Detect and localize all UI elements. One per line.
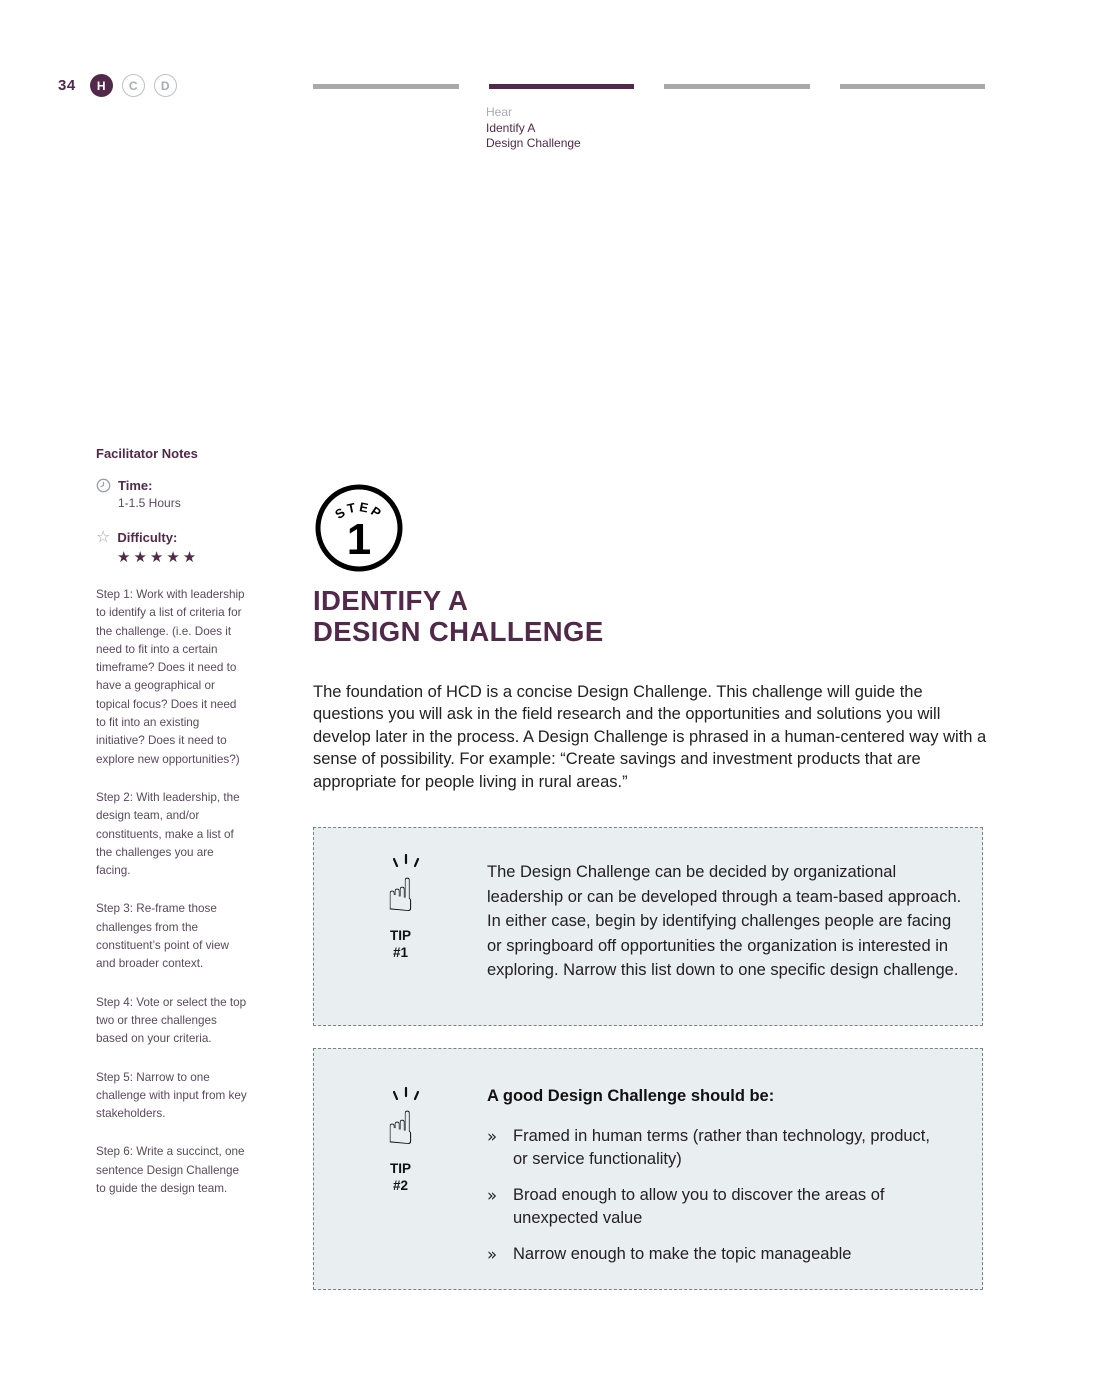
facilitator-step-6: Step 6: Write a succinct, one sentence Design Challenge to guide the design team. xyxy=(96,1145,245,1196)
progress-phase-name: Hear xyxy=(486,105,513,119)
tip-2-content xyxy=(487,1085,972,1289)
tip-2-label-number: #2 xyxy=(392,1178,408,1193)
page-number: 34 xyxy=(58,77,76,94)
phase-circle-deliver: D xyxy=(154,74,177,97)
pointing-hand-icon xyxy=(371,856,431,922)
tip-2-bullet-3 xyxy=(487,1243,972,1266)
page-title-line1: IDENTIFY A xyxy=(313,585,469,616)
progress-step-label xyxy=(486,105,581,152)
step-badge-circle xyxy=(313,482,405,574)
time-label: Time: xyxy=(118,478,153,493)
time-value: 1-1.5 Hours xyxy=(118,496,181,510)
page-title xyxy=(313,585,604,647)
difficulty-stars: ★★★★★ xyxy=(117,548,200,566)
tip-1-box xyxy=(313,827,983,1026)
tip-2-box xyxy=(313,1048,983,1290)
progress-step-line1: Identify A xyxy=(486,120,536,135)
page-header xyxy=(58,74,177,97)
bullet-text: Broad enough to allow you to discover the areas of unexpected value xyxy=(513,1186,885,1227)
facilitator-step-4: Step 4: Vote or select the top two or three challenges based on your criteria. xyxy=(96,995,247,1046)
tip-2-icon-column xyxy=(314,1085,487,1289)
tip-1-text: The Design Challenge can be decided by organizational leadership or can be developed through a team-based approach. In either case, begin by identifying challenges people are facing or springboard off opportunities the organization is interested in exploring. Narrow this list down to one specific design challenge. xyxy=(487,863,962,979)
difficulty-label: Difficulty: xyxy=(117,529,178,545)
hand-glyph: ☝ xyxy=(386,1101,415,1155)
time-row xyxy=(96,478,248,493)
tip-2-bullet-1 xyxy=(487,1125,972,1171)
pointing-hand-icon xyxy=(371,1089,431,1155)
star-outline-icon: ☆ xyxy=(96,527,111,546)
tip-1-label xyxy=(390,927,411,961)
progress-bar-4 xyxy=(840,84,986,89)
page-title-line2: DESIGN CHALLENGE xyxy=(313,616,604,647)
facilitator-step-5: Step 5: Narrow to one challenge with input from key stakeholders. xyxy=(96,1070,247,1121)
tip-2-bullet-2 xyxy=(487,1184,972,1230)
bullet-text: Narrow enough to make the topic manageable xyxy=(513,1245,852,1263)
tip-1-label-word: TIP xyxy=(389,928,411,943)
clock-icon xyxy=(96,478,111,493)
difficulty-row xyxy=(96,529,248,545)
bullet-marker: » xyxy=(487,1186,498,1205)
tip-2-heading: A good Design Challenge should be: xyxy=(487,1087,775,1105)
phase-circle-create: C xyxy=(122,74,145,97)
facilitator-step-2: Step 2: With leadership, the design team, and/or constituents, make a list of the challenges you are facing. xyxy=(96,790,240,878)
spark-lines-icon xyxy=(393,1087,419,1100)
bullet-marker: » xyxy=(487,1245,498,1264)
spark-lines-icon xyxy=(393,854,419,867)
progress-bars xyxy=(313,84,985,89)
progress-bar-2-active xyxy=(489,84,635,89)
hand-glyph: ☝ xyxy=(386,868,415,922)
tip-1-label-number: #1 xyxy=(392,945,408,960)
tip-1-icon-column xyxy=(314,852,487,1025)
facilitator-step-1: Step 1: Work with leadership to identify a list of criteria for the challenge. (i.e. Does it need to fit into a certain timeframe? Does it need to have a geographical or topical focus? Does it need to fit into an existing initiative? Does it need to explore new opportunities?) xyxy=(96,588,245,766)
sidebar-title: Facilitator Notes xyxy=(96,446,198,461)
tip-2-label-word: TIP xyxy=(389,1161,411,1176)
facilitator-notes-sidebar xyxy=(96,446,248,1218)
bullet-marker: » xyxy=(487,1127,498,1146)
progress-bar-3 xyxy=(664,84,810,89)
intro-paragraph: The foundation of HCD is a concise Design Challenge. This challenge will guide the questions you will ask in the field research and the opportunities and solutions you will develop later in the process. A Design Challenge is phrased in a human-centered way with a sense of possibility. For example: “Create savings and investment products that are appropriate for people living in rural areas.” xyxy=(313,683,987,791)
progress-bar-1 xyxy=(313,84,459,89)
facilitator-step-3: Step 3: Re-frame those challenges from the constituent’s point of view and broader context. xyxy=(96,902,229,971)
progress-step-line2: Design Challenge xyxy=(486,136,581,150)
tip-2-label xyxy=(390,1160,411,1194)
step-1-badge xyxy=(313,482,405,579)
bullet-text: Framed in human terms (rather than technology, product, or service functionality) xyxy=(513,1127,930,1168)
step-badge-word: STEP xyxy=(332,499,386,523)
phase-circle-hear: H xyxy=(90,74,113,97)
step-badge-number: 1 xyxy=(346,515,372,564)
